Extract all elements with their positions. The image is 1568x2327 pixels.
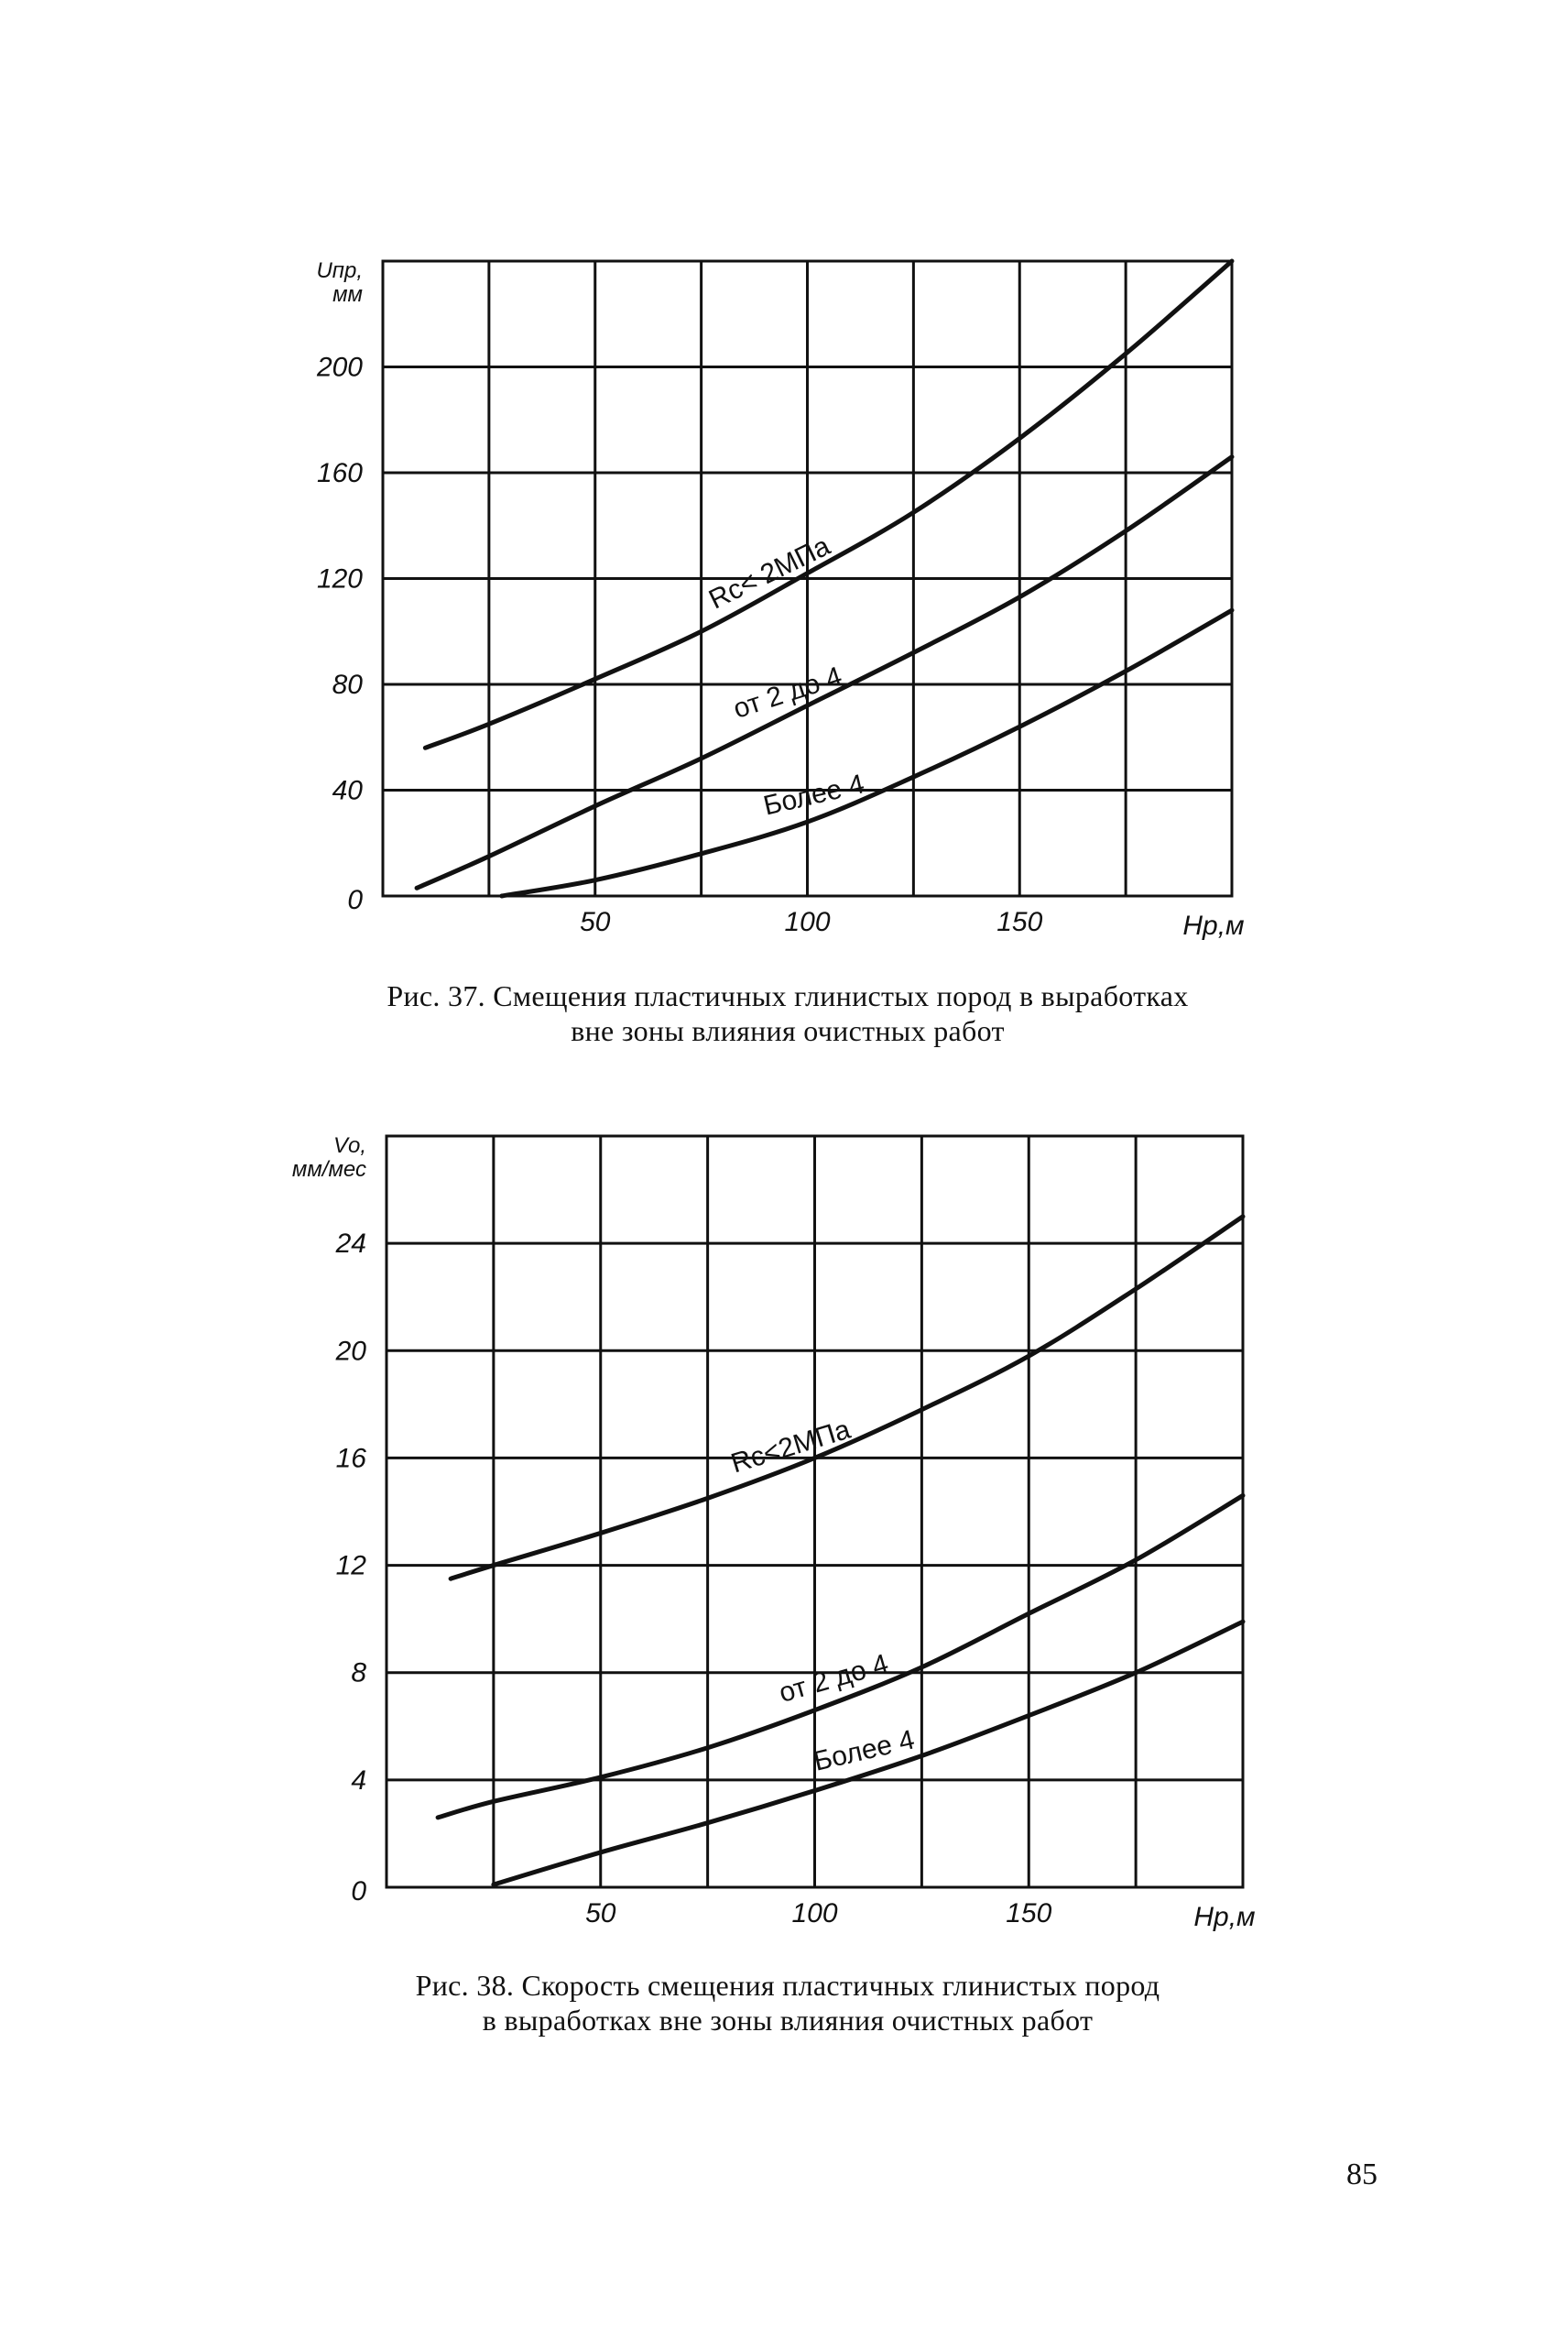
y-tick-label: 160 xyxy=(316,458,363,488)
y-tick-label: 16 xyxy=(335,1443,366,1474)
y-tick-label: 20 xyxy=(335,1336,366,1367)
page-number: 85 xyxy=(1346,2158,1377,2191)
x-tick-label: 100 xyxy=(791,1898,838,1928)
x-tick-label: 50 xyxy=(580,907,611,937)
y-tick-label: 12 xyxy=(335,1550,366,1581)
series-label: Более 4 xyxy=(760,769,867,822)
y-tick-label: 24 xyxy=(335,1229,366,1260)
caption-line: вне зоны влияния очистных работ xyxy=(571,1014,1005,1047)
y-axis-label: мм xyxy=(332,282,363,307)
chart-38 xyxy=(0,1104,1568,1932)
y-tick-label: 200 xyxy=(316,352,363,383)
series-label: Более 4 xyxy=(811,1724,918,1777)
caption-line: Рис. 37. Смещения пластичных глинистых пород в выработках xyxy=(387,979,1189,1012)
chart-37 xyxy=(0,229,1568,962)
x-tick-label: 150 xyxy=(996,907,1043,937)
y-tick-label: 120 xyxy=(316,563,363,595)
series-label: от 2 до 4 xyxy=(729,661,846,725)
figure-37-caption xyxy=(275,978,1301,1048)
y-tick-label: 80 xyxy=(332,670,363,700)
x-tick-label: 150 xyxy=(1006,1898,1052,1928)
y-tick-label: 0 xyxy=(351,1876,366,1906)
x-axis-label: Hр,м xyxy=(1193,1902,1256,1932)
y-axis-label: Uпр, xyxy=(316,258,363,283)
y-tick-label: 0 xyxy=(347,885,363,915)
x-axis-label: Hр,м xyxy=(1182,911,1245,941)
series-line xyxy=(502,610,1232,896)
series-label: от 2 до 4 xyxy=(775,1648,892,1709)
y-tick-label: 40 xyxy=(332,775,363,806)
y-axis-label: мм/мес xyxy=(291,1157,366,1182)
y-tick-label: 4 xyxy=(351,1764,366,1796)
caption-line: в выработках вне зоны влияния очистных работ xyxy=(482,2004,1094,2037)
y-axis-label: Vо, xyxy=(332,1133,366,1158)
caption-line: Рис. 38. Скорость смещения пластичных глинистых пород xyxy=(415,1969,1160,2002)
x-tick-label: 100 xyxy=(784,907,831,937)
series-label: Rc< 2МПа xyxy=(704,530,835,616)
series-label: Rc<2МПа xyxy=(727,1414,855,1480)
figure-38-caption xyxy=(275,1968,1301,2037)
series-line xyxy=(451,1217,1243,1579)
x-tick-label: 50 xyxy=(585,1898,616,1928)
y-tick-label: 8 xyxy=(351,1657,366,1688)
